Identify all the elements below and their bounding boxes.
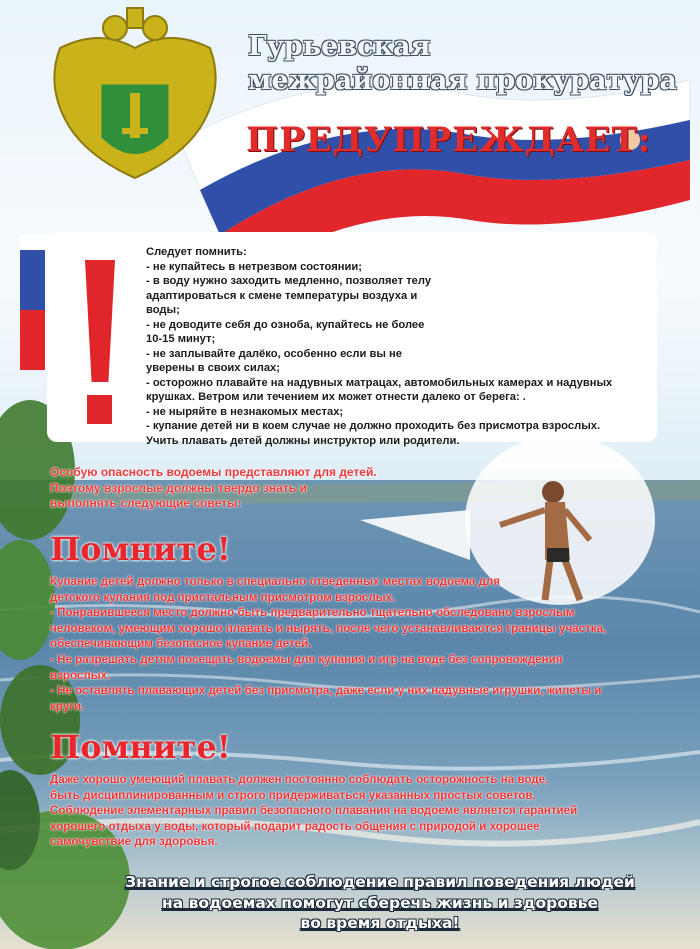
section2-line: Даже хорошо умеющий плавать должен постоянно соблюдать осторожность на воде, [50, 773, 549, 786]
rule-line: крушках. Ветром или течением их может отнести далеко от берега: . [146, 391, 526, 403]
rule-line: - в воду нужно заходить медленно, позволяет телу [146, 275, 432, 287]
section1-line: обеспечивающим безопасное купание детей. [50, 637, 312, 651]
warning-heading: ПРЕДУПРЕЖДАЕТ: [246, 120, 652, 160]
slogan-line: во время отдыха! [300, 914, 460, 932]
safety-rules-list [146, 245, 661, 448]
rule-line: - не купайтесь в нетрезвом состоянии; [146, 260, 362, 273]
rule-line: - купание детей ни в коем случае не должно проходить без присмотра взрослых. [146, 420, 601, 432]
intro-line: выполнять следующие советы: [50, 496, 242, 510]
section1-line: детского купания под пристальным присмотром взрослых. [50, 590, 396, 604]
intro-line: Особую опасность водоемы представляют для детей. [50, 465, 377, 479]
section1-text [50, 574, 680, 714]
section1-line: - Понравившееся место должно быть предварительно тщательно обследовано взрослым [50, 606, 575, 620]
rule-line: Следует помнить: [146, 246, 247, 258]
section1-line: - Не разрешать детям посещать водоемы для купания и игр на воде без сопровождения [50, 652, 563, 666]
closing-slogan [60, 872, 700, 934]
rule-line: уверены в своих силах; [146, 362, 281, 374]
section2-text [50, 772, 680, 850]
slogan-line: Знание и строгое соблюдение правил поведения людей [125, 873, 635, 891]
section1-line: - Не оставлять плавающих детей без присмотра, даже если у них надувные игрушки, жилеты и [50, 684, 602, 698]
rule-line: - не доводите себя до озноба, купайтесь не более [146, 318, 425, 331]
section2-line: хорошего отдыха у воды, который подарит радость общения с природой и хорошее [50, 819, 540, 833]
rule-line: воды; [146, 304, 180, 316]
section2-line: Соблюдение элементарных правил безопасного плавания на водоеме является гарантией [50, 804, 578, 818]
intro-text [50, 465, 480, 512]
section1-line: человеком, умеющим хорошо плавать и нырять, после чего устанавливаются границы участка, [50, 621, 607, 635]
rule-line: - не ныряйте в незнакомых местах; [146, 405, 344, 418]
slogan-line: на водоемах помогут сберечь жизнь и здоровье [162, 893, 598, 912]
section1-line: взрослых. [50, 668, 111, 682]
section2-line: самочувствие для здоровья. [50, 835, 218, 849]
rule-line: 10-15 минут; [146, 333, 216, 345]
org-title-line2: межрайонная прокуратура [248, 65, 677, 96]
section1-line: Купание детей должно только в специально отведенных местах водоема для [50, 575, 501, 588]
rule-line: - осторожно плавайте на надувных матрацах, автомобильных камерах и надувных [146, 376, 613, 389]
rule-line: Учить плавать детей должны инструктор или родители. [146, 434, 460, 447]
rule-line: - не заплывайте далёко, особенно если вы не [146, 347, 403, 360]
section1-line: круги. [50, 699, 85, 713]
intro-line: Поэтому взрослые должны твердо знать и [50, 480, 307, 495]
org-title-line1: Гурьевская [248, 31, 431, 62]
exclamation-dot-icon [87, 395, 112, 424]
section2-line: быть дисциплинированным и строго придерживаться указанных простых советов. [50, 788, 536, 802]
rule-line: адаптироваться к смене температуры воздуха и [146, 289, 418, 302]
remember-heading-1: Помните! [50, 530, 231, 568]
remember-heading-2: Помните! [50, 728, 231, 766]
